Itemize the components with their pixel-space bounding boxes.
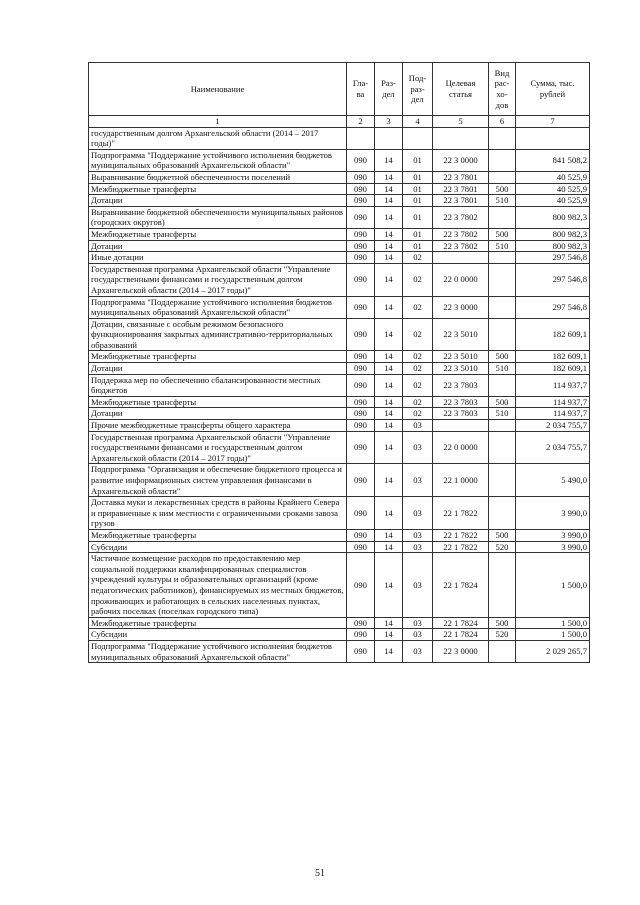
row-target-article: 22 3 5010 bbox=[433, 363, 489, 375]
row-glava: 090 bbox=[347, 629, 375, 641]
row-target-article: 22 3 0000 bbox=[433, 149, 489, 171]
row-name: Дотации bbox=[89, 195, 347, 207]
row-razdel: 14 bbox=[375, 363, 403, 375]
row-podrazdel: 01 bbox=[403, 149, 433, 171]
column-number: 7 bbox=[516, 116, 590, 128]
row-razdel: 14 bbox=[375, 183, 403, 195]
row-target-article: 22 3 7802 bbox=[433, 240, 489, 252]
row-name: Подпрограмма "Поддержание устойчивого исполнения бюджетов муниципальных образований Архангельской области" bbox=[89, 640, 347, 662]
row-podrazdel: 02 bbox=[403, 252, 433, 264]
row-glava: 090 bbox=[347, 252, 375, 264]
row-glava: 090 bbox=[347, 396, 375, 408]
column-number: 6 bbox=[489, 116, 516, 128]
table-row bbox=[89, 541, 590, 553]
column-number: 1 bbox=[89, 116, 347, 128]
row-sum: 3 990,0 bbox=[516, 541, 590, 553]
table-row bbox=[89, 263, 590, 296]
row-sum: 800 982,3 bbox=[516, 228, 590, 240]
row-sum: 182 609,1 bbox=[516, 351, 590, 363]
row-podrazdel: 02 bbox=[403, 318, 433, 351]
row-expense-type bbox=[489, 296, 516, 318]
row-podrazdel: 02 bbox=[403, 296, 433, 318]
row-razdel: 14 bbox=[375, 529, 403, 541]
row-glava: 090 bbox=[347, 374, 375, 396]
table-row bbox=[89, 408, 590, 420]
row-name: Подпрограмма "Поддержание устойчивого исполнения бюджетов муниципальных образований Архангельской области" bbox=[89, 296, 347, 318]
row-name: Государственная программа Архангельской области "Управление государственными финансами и государственным долгом Архангельской области (2014 – 2017 годы)" bbox=[89, 263, 347, 296]
row-name: Субсидии bbox=[89, 541, 347, 553]
row-expense-type bbox=[489, 171, 516, 183]
row-sum: 800 982,3 bbox=[516, 206, 590, 228]
row-razdel: 14 bbox=[375, 431, 403, 464]
row-target-article: 22 1 0000 bbox=[433, 464, 489, 497]
row-name: Субсидии bbox=[89, 629, 347, 641]
table-row bbox=[89, 363, 590, 375]
table-row bbox=[89, 629, 590, 641]
row-sum: 3 990,0 bbox=[516, 529, 590, 541]
table-row bbox=[89, 183, 590, 195]
header-row bbox=[89, 63, 590, 116]
header-name: Наименование bbox=[89, 63, 347, 116]
row-razdel: 14 bbox=[375, 351, 403, 363]
row-expense-type: 510 bbox=[489, 363, 516, 375]
row-podrazdel: 03 bbox=[403, 464, 433, 497]
row-name: Дотации bbox=[89, 363, 347, 375]
row-razdel: 14 bbox=[375, 617, 403, 629]
row-glava: 090 bbox=[347, 363, 375, 375]
row-target-article: 22 1 7822 bbox=[433, 529, 489, 541]
row-razdel: 14 bbox=[375, 240, 403, 252]
header-vid: Вид рас-хо-дов bbox=[489, 63, 516, 116]
table-row bbox=[89, 296, 590, 318]
row-razdel: 14 bbox=[375, 206, 403, 228]
row-target-article: 22 0 0000 bbox=[433, 263, 489, 296]
row-glava: 090 bbox=[347, 640, 375, 662]
row-name: Иные дотации bbox=[89, 252, 347, 264]
row-razdel: 14 bbox=[375, 252, 403, 264]
row-razdel: 14 bbox=[375, 318, 403, 351]
row-expense-type bbox=[489, 553, 516, 618]
row-glava: 090 bbox=[347, 195, 375, 207]
row-sum: 40 525,9 bbox=[516, 183, 590, 195]
row-glava: 090 bbox=[347, 529, 375, 541]
row-podrazdel: 02 bbox=[403, 351, 433, 363]
column-number-row bbox=[89, 116, 590, 128]
row-name: Межбюджетные трансферты bbox=[89, 183, 347, 195]
table-row bbox=[89, 497, 590, 530]
row-glava: 090 bbox=[347, 464, 375, 497]
row-sum: 841 508,2 bbox=[516, 149, 590, 171]
row-name: государственным долгом Архангельской области (2014 – 2017 годы)" bbox=[89, 127, 347, 149]
row-sum: 5 490,0 bbox=[516, 464, 590, 497]
row-glava: 090 bbox=[347, 351, 375, 363]
row-podrazdel: 01 bbox=[403, 183, 433, 195]
row-name: Подпрограмма "Организация и обеспечение бюджетного процесса и развитие информационных систем управления финансами в Архангельской области" bbox=[89, 464, 347, 497]
table-row bbox=[89, 420, 590, 432]
row-target-article: 22 3 5010 bbox=[433, 351, 489, 363]
row-glava: 090 bbox=[347, 541, 375, 553]
row-razdel: 14 bbox=[375, 553, 403, 618]
row-expense-type bbox=[489, 252, 516, 264]
row-glava: 090 bbox=[347, 431, 375, 464]
row-razdel bbox=[375, 127, 403, 149]
row-glava: 090 bbox=[347, 617, 375, 629]
row-podrazdel: 03 bbox=[403, 420, 433, 432]
row-target-article: 22 3 7801 bbox=[433, 183, 489, 195]
row-sum: 2 029 265,7 bbox=[516, 640, 590, 662]
row-expense-type: 500 bbox=[489, 183, 516, 195]
row-podrazdel: 03 bbox=[403, 541, 433, 553]
row-podrazdel: 01 bbox=[403, 240, 433, 252]
row-razdel: 14 bbox=[375, 263, 403, 296]
row-sum: 114 937,7 bbox=[516, 408, 590, 420]
row-glava: 090 bbox=[347, 318, 375, 351]
row-target-article: 22 1 7824 bbox=[433, 617, 489, 629]
row-name: Межбюджетные трансферты bbox=[89, 351, 347, 363]
row-sum: 297 546,8 bbox=[516, 252, 590, 264]
row-glava: 090 bbox=[347, 408, 375, 420]
row-podrazdel: 01 bbox=[403, 228, 433, 240]
row-expense-type: 500 bbox=[489, 529, 516, 541]
row-glava bbox=[347, 127, 375, 149]
table-row bbox=[89, 171, 590, 183]
row-target-article: 22 3 0000 bbox=[433, 296, 489, 318]
row-target-article: 22 1 7824 bbox=[433, 553, 489, 618]
row-glava: 090 bbox=[347, 296, 375, 318]
row-podrazdel: 03 bbox=[403, 553, 433, 618]
row-name: Дотации, связанные с особым режимом безопасного функционирования закрытых административно-территориальных образований bbox=[89, 318, 347, 351]
row-sum: 2 034 755,7 bbox=[516, 420, 590, 432]
header-target: Целевая статья bbox=[433, 63, 489, 116]
row-podrazdel: 01 bbox=[403, 171, 433, 183]
table-row bbox=[89, 553, 590, 618]
row-expense-type bbox=[489, 497, 516, 530]
row-expense-type bbox=[489, 431, 516, 464]
row-sum: 1 500,0 bbox=[516, 553, 590, 618]
row-target-article: 22 3 7803 bbox=[433, 396, 489, 408]
row-expense-type: 500 bbox=[489, 617, 516, 629]
row-expense-type: 510 bbox=[489, 195, 516, 207]
row-glava: 090 bbox=[347, 263, 375, 296]
row-name: Выравнивание бюджетной обеспеченности поселений bbox=[89, 171, 347, 183]
row-podrazdel: 03 bbox=[403, 497, 433, 530]
row-razdel: 14 bbox=[375, 408, 403, 420]
row-podrazdel: 03 bbox=[403, 629, 433, 641]
column-number: 4 bbox=[403, 116, 433, 128]
row-target-article: 22 3 0000 bbox=[433, 640, 489, 662]
table-row bbox=[89, 431, 590, 464]
row-expense-type bbox=[489, 149, 516, 171]
row-name: Доставка муки и лекарственных средств в районы Крайнего Севера и приравненные к ним местности с ограниченными сроками завоза грузов bbox=[89, 497, 347, 530]
header-sum: Сумма, тыс. рублей bbox=[516, 63, 590, 116]
row-podrazdel: 02 bbox=[403, 374, 433, 396]
row-razdel: 14 bbox=[375, 296, 403, 318]
row-sum: 1 500,0 bbox=[516, 629, 590, 641]
row-name: Межбюджетные трансферты bbox=[89, 529, 347, 541]
row-podrazdel: 03 bbox=[403, 431, 433, 464]
row-sum: 114 937,7 bbox=[516, 374, 590, 396]
table-row bbox=[89, 396, 590, 408]
row-sum: 800 982,3 bbox=[516, 240, 590, 252]
row-podrazdel: 02 bbox=[403, 363, 433, 375]
table-row bbox=[89, 640, 590, 662]
table-row bbox=[89, 351, 590, 363]
row-target-article: 22 3 7803 bbox=[433, 374, 489, 396]
table-row bbox=[89, 318, 590, 351]
row-expense-type bbox=[489, 318, 516, 351]
row-name: Поддержка мер по обеспечению сбалансированности местных бюджетов bbox=[89, 374, 347, 396]
table-row bbox=[89, 228, 590, 240]
row-target-article: 22 3 7801 bbox=[433, 171, 489, 183]
row-glava: 090 bbox=[347, 206, 375, 228]
row-podrazdel: 03 bbox=[403, 529, 433, 541]
row-razdel: 14 bbox=[375, 629, 403, 641]
row-razdel: 14 bbox=[375, 420, 403, 432]
row-razdel: 14 bbox=[375, 464, 403, 497]
row-name: Государственная программа Архангельской области "Управление государственными финансами и государственным долгом Архангельской области (2014 – 2017 годы)" bbox=[89, 431, 347, 464]
row-glava: 090 bbox=[347, 228, 375, 240]
column-number: 5 bbox=[433, 116, 489, 128]
row-podrazdel: 02 bbox=[403, 396, 433, 408]
row-podrazdel: 01 bbox=[403, 195, 433, 207]
row-razdel: 14 bbox=[375, 171, 403, 183]
row-sum: 40 525,9 bbox=[516, 195, 590, 207]
row-glava: 090 bbox=[347, 420, 375, 432]
row-name: Дотации bbox=[89, 408, 347, 420]
row-target-article: 22 0 0000 bbox=[433, 431, 489, 464]
row-target-article: 22 3 7803 bbox=[433, 408, 489, 420]
row-target-article bbox=[433, 127, 489, 149]
row-name: Межбюджетные трансферты bbox=[89, 396, 347, 408]
row-target-article: 22 1 7822 bbox=[433, 497, 489, 530]
row-sum bbox=[516, 127, 590, 149]
table-row bbox=[89, 240, 590, 252]
page-number: 51 bbox=[315, 868, 325, 879]
row-expense-type: 500 bbox=[489, 351, 516, 363]
row-podrazdel: 01 bbox=[403, 206, 433, 228]
row-target-article: 22 1 7822 bbox=[433, 541, 489, 553]
row-razdel: 14 bbox=[375, 149, 403, 171]
row-target-article bbox=[433, 420, 489, 432]
row-target-article: 22 3 5010 bbox=[433, 318, 489, 351]
row-razdel: 14 bbox=[375, 195, 403, 207]
table-row bbox=[89, 149, 590, 171]
row-razdel: 14 bbox=[375, 640, 403, 662]
table-body bbox=[89, 127, 590, 663]
row-expense-type: 520 bbox=[489, 541, 516, 553]
row-expense-type: 510 bbox=[489, 240, 516, 252]
row-glava: 090 bbox=[347, 149, 375, 171]
row-target-article: 22 3 7802 bbox=[433, 206, 489, 228]
budget-table bbox=[88, 62, 590, 663]
row-sum: 2 034 755,7 bbox=[516, 431, 590, 464]
row-sum: 1 500,0 bbox=[516, 617, 590, 629]
row-target-article: 22 1 7824 bbox=[433, 629, 489, 641]
header-glava: Гла-ва bbox=[347, 63, 375, 116]
table-row bbox=[89, 252, 590, 264]
row-expense-type bbox=[489, 206, 516, 228]
row-podrazdel: 02 bbox=[403, 408, 433, 420]
row-expense-type bbox=[489, 464, 516, 497]
row-sum: 3 990,0 bbox=[516, 497, 590, 530]
row-name: Межбюджетные трансферты bbox=[89, 617, 347, 629]
row-glava: 090 bbox=[347, 171, 375, 183]
row-expense-type bbox=[489, 127, 516, 149]
header-razdel: Раз-дел bbox=[375, 63, 403, 116]
row-name: Дотации bbox=[89, 240, 347, 252]
row-glava: 090 bbox=[347, 183, 375, 195]
row-podrazdel: 03 bbox=[403, 617, 433, 629]
row-razdel: 14 bbox=[375, 374, 403, 396]
row-expense-type bbox=[489, 640, 516, 662]
header-podrazdel: Под-раз-дел bbox=[403, 63, 433, 116]
row-target-article: 22 3 7802 bbox=[433, 228, 489, 240]
row-razdel: 14 bbox=[375, 228, 403, 240]
row-expense-type: 510 bbox=[489, 408, 516, 420]
row-name: Частичное возмещение расходов по предоставлению мер социальной поддержки квалифицированных специалистов учреждений культуры и образовательных организаций (кроме педагогических работников), финансируемых из местных бюджетов, проживающих и работающих в сельских населенных пунктах, рабочих поселках (поселках городского типа) bbox=[89, 553, 347, 618]
row-razdel: 14 bbox=[375, 541, 403, 553]
row-sum: 297 546,8 bbox=[516, 263, 590, 296]
row-sum: 297 546,8 bbox=[516, 296, 590, 318]
row-expense-type: 500 bbox=[489, 228, 516, 240]
table-row bbox=[89, 206, 590, 228]
row-glava: 090 bbox=[347, 497, 375, 530]
row-razdel: 14 bbox=[375, 396, 403, 408]
row-podrazdel bbox=[403, 127, 433, 149]
column-number: 3 bbox=[375, 116, 403, 128]
row-expense-type bbox=[489, 420, 516, 432]
table-row bbox=[89, 374, 590, 396]
row-expense-type: 520 bbox=[489, 629, 516, 641]
row-glava: 090 bbox=[347, 553, 375, 618]
row-expense-type: 500 bbox=[489, 396, 516, 408]
table-row bbox=[89, 617, 590, 629]
table-row bbox=[89, 464, 590, 497]
row-name: Выравнивание бюджетной обеспеченности муниципальных районов (городских округов) bbox=[89, 206, 347, 228]
table-row bbox=[89, 529, 590, 541]
row-name: Межбюджетные трансферты bbox=[89, 228, 347, 240]
row-name: Подпрограмма "Поддержание устойчивого исполнения бюджетов муниципальных образований Архангельской области" bbox=[89, 149, 347, 171]
row-target-article bbox=[433, 252, 489, 264]
row-name: Прочие межбюджетные трансферты общего характера bbox=[89, 420, 347, 432]
row-expense-type bbox=[489, 374, 516, 396]
table-row bbox=[89, 127, 590, 149]
row-glava: 090 bbox=[347, 240, 375, 252]
row-sum: 40 525,9 bbox=[516, 171, 590, 183]
column-number: 2 bbox=[347, 116, 375, 128]
row-podrazdel: 03 bbox=[403, 640, 433, 662]
table-row bbox=[89, 195, 590, 207]
row-expense-type bbox=[489, 263, 516, 296]
row-podrazdel: 02 bbox=[403, 263, 433, 296]
row-sum: 182 609,1 bbox=[516, 363, 590, 375]
row-target-article: 22 3 7801 bbox=[433, 195, 489, 207]
row-sum: 182 609,1 bbox=[516, 318, 590, 351]
row-sum: 114 937,7 bbox=[516, 396, 590, 408]
row-razdel: 14 bbox=[375, 497, 403, 530]
